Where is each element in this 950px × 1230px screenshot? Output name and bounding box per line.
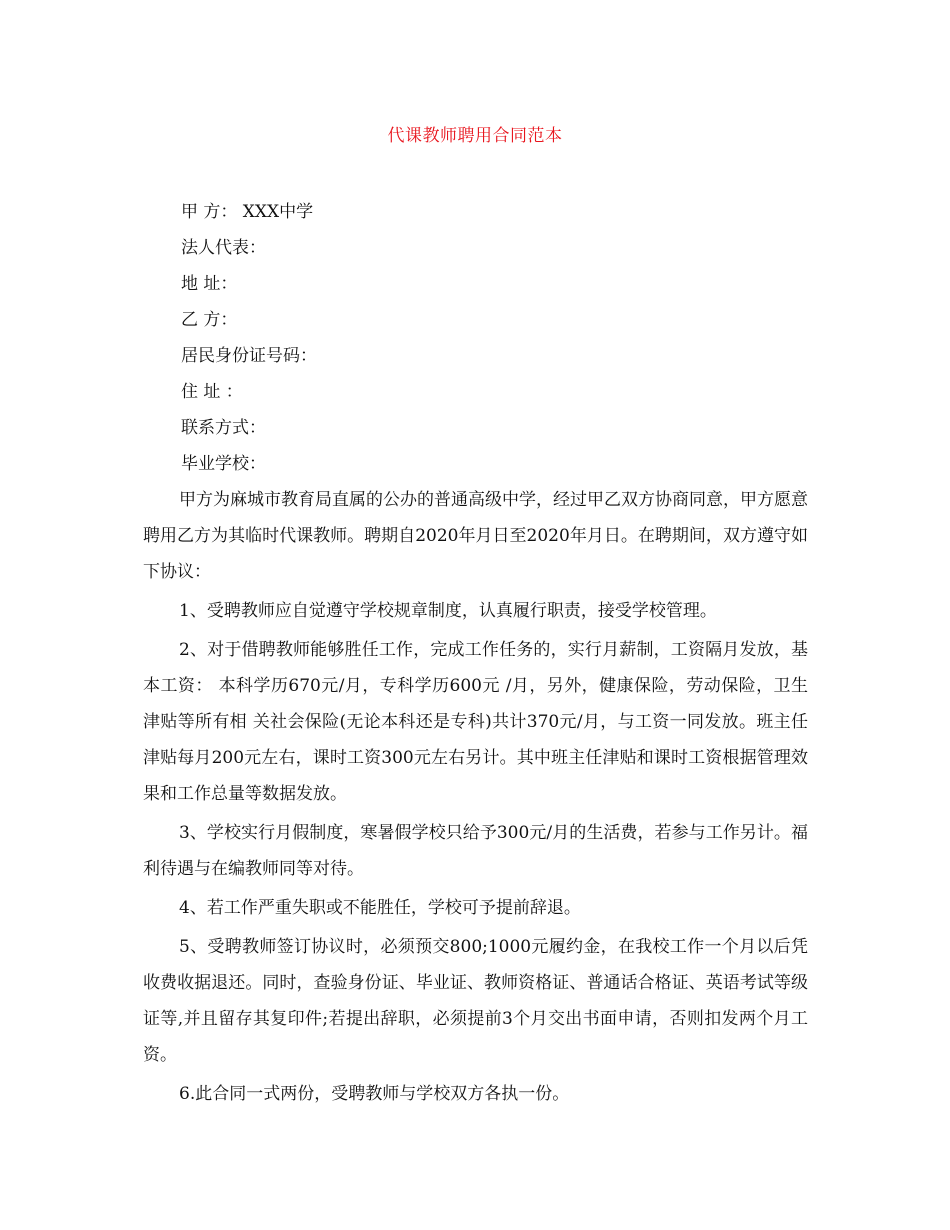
- field-party-a: 甲 方： XXX中学: [181, 202, 314, 222]
- party-info-fields: [181, 194, 821, 482]
- paragraph-intro: 甲方为麻城市教育局直属的公办的普通高级中学，经过甲乙双方协商同意，甲方愿意聘用乙方为其临时代课教师。聘期自2020年月日至2020年月日。在聘期间，双方遵守如下协议：: [143, 490, 808, 582]
- paragraph-clause-6: 6.此合同一式两份，受聘教师与学校双方各执一份。: [179, 1084, 570, 1104]
- field-legal-representative: 法人代表：: [181, 238, 266, 258]
- paragraph-clause-1: 1、受聘教师应自觉遵守学校规章制度，认真履行职责，接受学校管理。: [179, 601, 717, 621]
- document-title: 代课教师聘用合同范本: [387, 126, 563, 146]
- paragraph-clause-4: 4、若工作严重失职或不能胜任，学校可予提前辞退。: [179, 898, 581, 918]
- contract-body: [143, 482, 808, 1112]
- field-address-a: 地 址：: [181, 274, 238, 294]
- paragraph-clause-5: 5、受聘教师签订协议时，必须预交800;1000元履约金，在我校工作一个月以后凭收费收据退还。同时，查验身份证、毕业证、教师资格证、普通话合格证、英语考试等级证等,并且留存其复印件;若提出辞职，必须提前3个月交出书面申请，否则扣发两个月工资。: [143, 937, 808, 1065]
- paragraph-clause-3: 3、学校实行月假制度，寒暑假学校只给予300元/月的生活费，若参与工作另计。福利待遇与在编教师同等对待。: [143, 823, 808, 879]
- field-id-number: 居民身份证号码：: [181, 346, 317, 366]
- field-contact: 联系方式：: [181, 418, 266, 438]
- field-party-b: 乙 方：: [181, 310, 238, 330]
- paragraph-clause-2: 2、对于借聘教师能够胜任工作，完成工作任务的，实行月薪制，工资隔月发放，基本工资： 本科学历670元/月，专科学历600元 /月，另外，健康保险，劳动保险，卫生津贴等所有相 关社会保险(无论本科还是专科)共计370元/月，与工资一同发放。班主任津贴每月200元左右，课时工资300元左右另计。其中班主任津贴和课时工资根据管理效果和工作总量等数据发放。: [143, 640, 808, 804]
- field-residence: 住 址 ：: [181, 382, 243, 402]
- field-graduated-school: 毕业学校：: [181, 454, 266, 474]
